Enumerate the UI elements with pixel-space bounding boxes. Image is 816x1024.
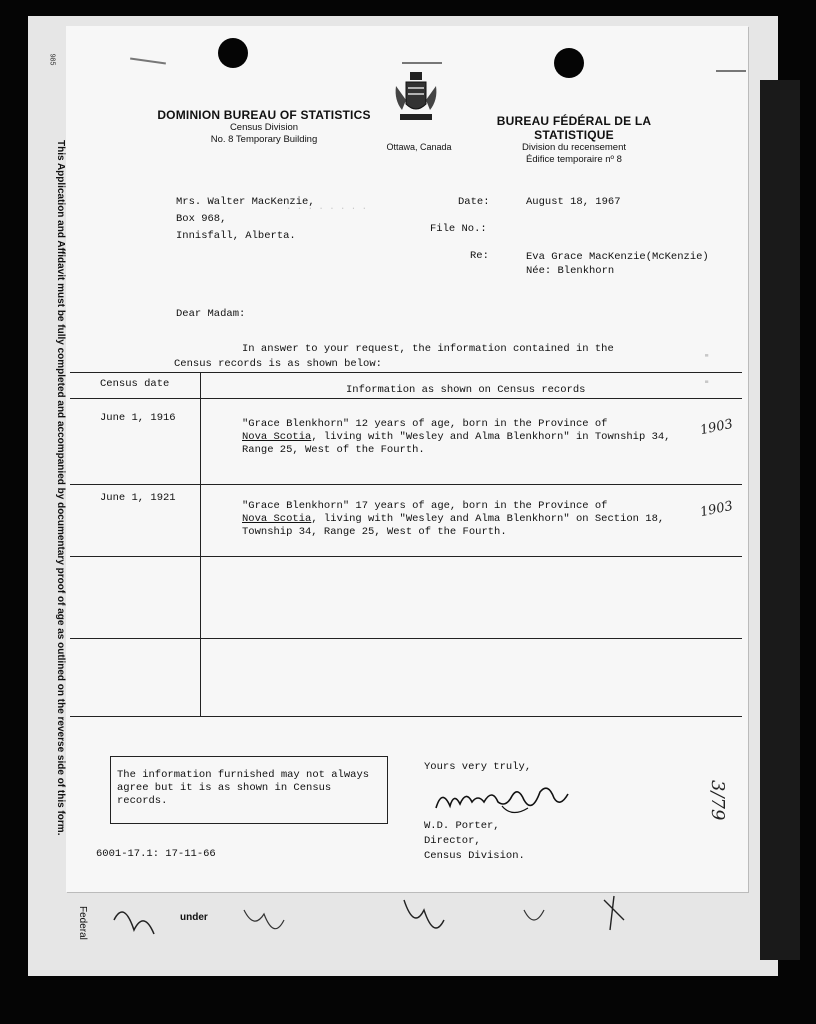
recipient-address xyxy=(176,194,315,245)
notice-text: The information furnished may not always agree but it is as shown in Census records. xyxy=(117,769,370,807)
letterhead-building-en: No. 8 Temporary Building xyxy=(210,134,318,145)
re-label: Re: xyxy=(470,250,489,262)
salutation: Dear Madam: xyxy=(176,308,246,320)
address-line: Box 968, xyxy=(176,213,227,225)
letterhead-title-fr: BUREAU FÉDÉRAL DE LA STATISTIQUE xyxy=(496,114,652,142)
table-rule xyxy=(70,484,742,485)
column-header-date: Census date xyxy=(100,378,170,390)
bleed-through-text: · · · · · · · · xyxy=(286,204,368,214)
fragment-federal: Federal xyxy=(77,906,88,940)
signer-name: W.D. Porter, xyxy=(424,820,500,832)
date-label: Date: xyxy=(458,196,490,208)
row-info-text: , living with "Wesley and Alma Blenkhorn" in Township 34, xyxy=(311,431,671,443)
subject-name: Eva Grace MacKenzie(McKenzie) xyxy=(526,251,709,263)
letterhead-french xyxy=(464,114,684,166)
letterhead-division-en: Census Division xyxy=(229,122,299,133)
row-date: June 1, 1916 xyxy=(100,412,176,424)
letterhead-english xyxy=(154,108,374,146)
punch-hole-right xyxy=(554,48,584,78)
letter-sheet xyxy=(66,26,748,892)
date-value: August 18, 1967 xyxy=(526,196,621,208)
row-info-line: Township 34, Range 25, West of the Fourth. xyxy=(242,526,507,538)
side-number: 985 xyxy=(48,53,56,66)
row-info-line: "Grace Blenkhorn" 17 years of age, born in the Province of xyxy=(242,500,608,512)
table-rule xyxy=(70,638,742,639)
table-divider xyxy=(200,372,201,716)
side-instruction-text: This Application and Affidavit must be fully completed and accompanied by documentary proof of age as outlined on the reverse side of this form. xyxy=(55,140,66,836)
signer-title: Director, xyxy=(424,835,481,847)
letterhead-title-en: DOMINION BUREAU OF STATISTICS xyxy=(157,108,371,122)
row-info xyxy=(242,500,664,539)
staple-mark xyxy=(130,58,166,65)
signer-division: Census Division. xyxy=(424,850,525,862)
punch-hole-left xyxy=(218,38,248,68)
row-info-line: Range 25, West of the Fourth. xyxy=(242,444,425,456)
row-info-text: , living with "Wesley and Alma Blenkhorn" on Section 18, xyxy=(311,513,665,525)
birthplace: Nova Scotia xyxy=(242,513,312,525)
intro-paragraph: In answer to your request, the information contained in the Census records is as shown below: xyxy=(174,343,614,370)
bleed-through-text: · · xyxy=(693,348,719,389)
row-info-line xyxy=(242,431,670,444)
row-info xyxy=(242,418,670,457)
coat-of-arms-icon xyxy=(392,70,440,130)
handwriting-scribbles xyxy=(104,890,724,960)
notice-box xyxy=(110,756,388,824)
form-number: 6001-17.1: 17-11-66 xyxy=(96,848,216,860)
row-info-line xyxy=(242,513,664,526)
handwritten-annotation: 1903 xyxy=(698,416,735,439)
handwritten-margin-note: 3/79 xyxy=(707,780,728,821)
handwritten-signature xyxy=(432,778,572,822)
table-rule xyxy=(70,398,742,399)
subject-block xyxy=(526,250,709,278)
address-line: Innisfall, Alberta. xyxy=(176,230,296,242)
file-number-label: File No.: xyxy=(430,223,487,235)
table-rule xyxy=(70,556,742,557)
table-rule xyxy=(70,716,742,717)
staple-mark xyxy=(402,62,442,64)
row-date: June 1, 1921 xyxy=(100,492,176,504)
subject-maiden-name: Née: Blenkhorn xyxy=(526,265,615,277)
letterhead-division-fr: Division du recensement xyxy=(521,142,627,153)
underlying-form-fragments xyxy=(77,884,724,964)
birthplace: Nova Scotia xyxy=(242,431,312,443)
background-shadow xyxy=(760,80,800,960)
address-line: Mrs. Walter MacKenzie, xyxy=(176,196,315,208)
table-rule xyxy=(70,372,742,373)
row-info-line: "Grace Blenkhorn" 12 years of age, born in the Province of xyxy=(242,418,608,430)
closing: Yours very truly, xyxy=(424,761,532,773)
fragment-under: under xyxy=(180,912,208,923)
staple-mark xyxy=(716,70,746,72)
column-header-info: Information as shown on Census records xyxy=(346,384,586,396)
letterhead-building-fr: Édifice temporaire nº 8 xyxy=(526,154,622,165)
handwritten-annotation: 1903 xyxy=(698,498,735,521)
letterhead-city: Ottawa, Canada xyxy=(386,142,452,152)
